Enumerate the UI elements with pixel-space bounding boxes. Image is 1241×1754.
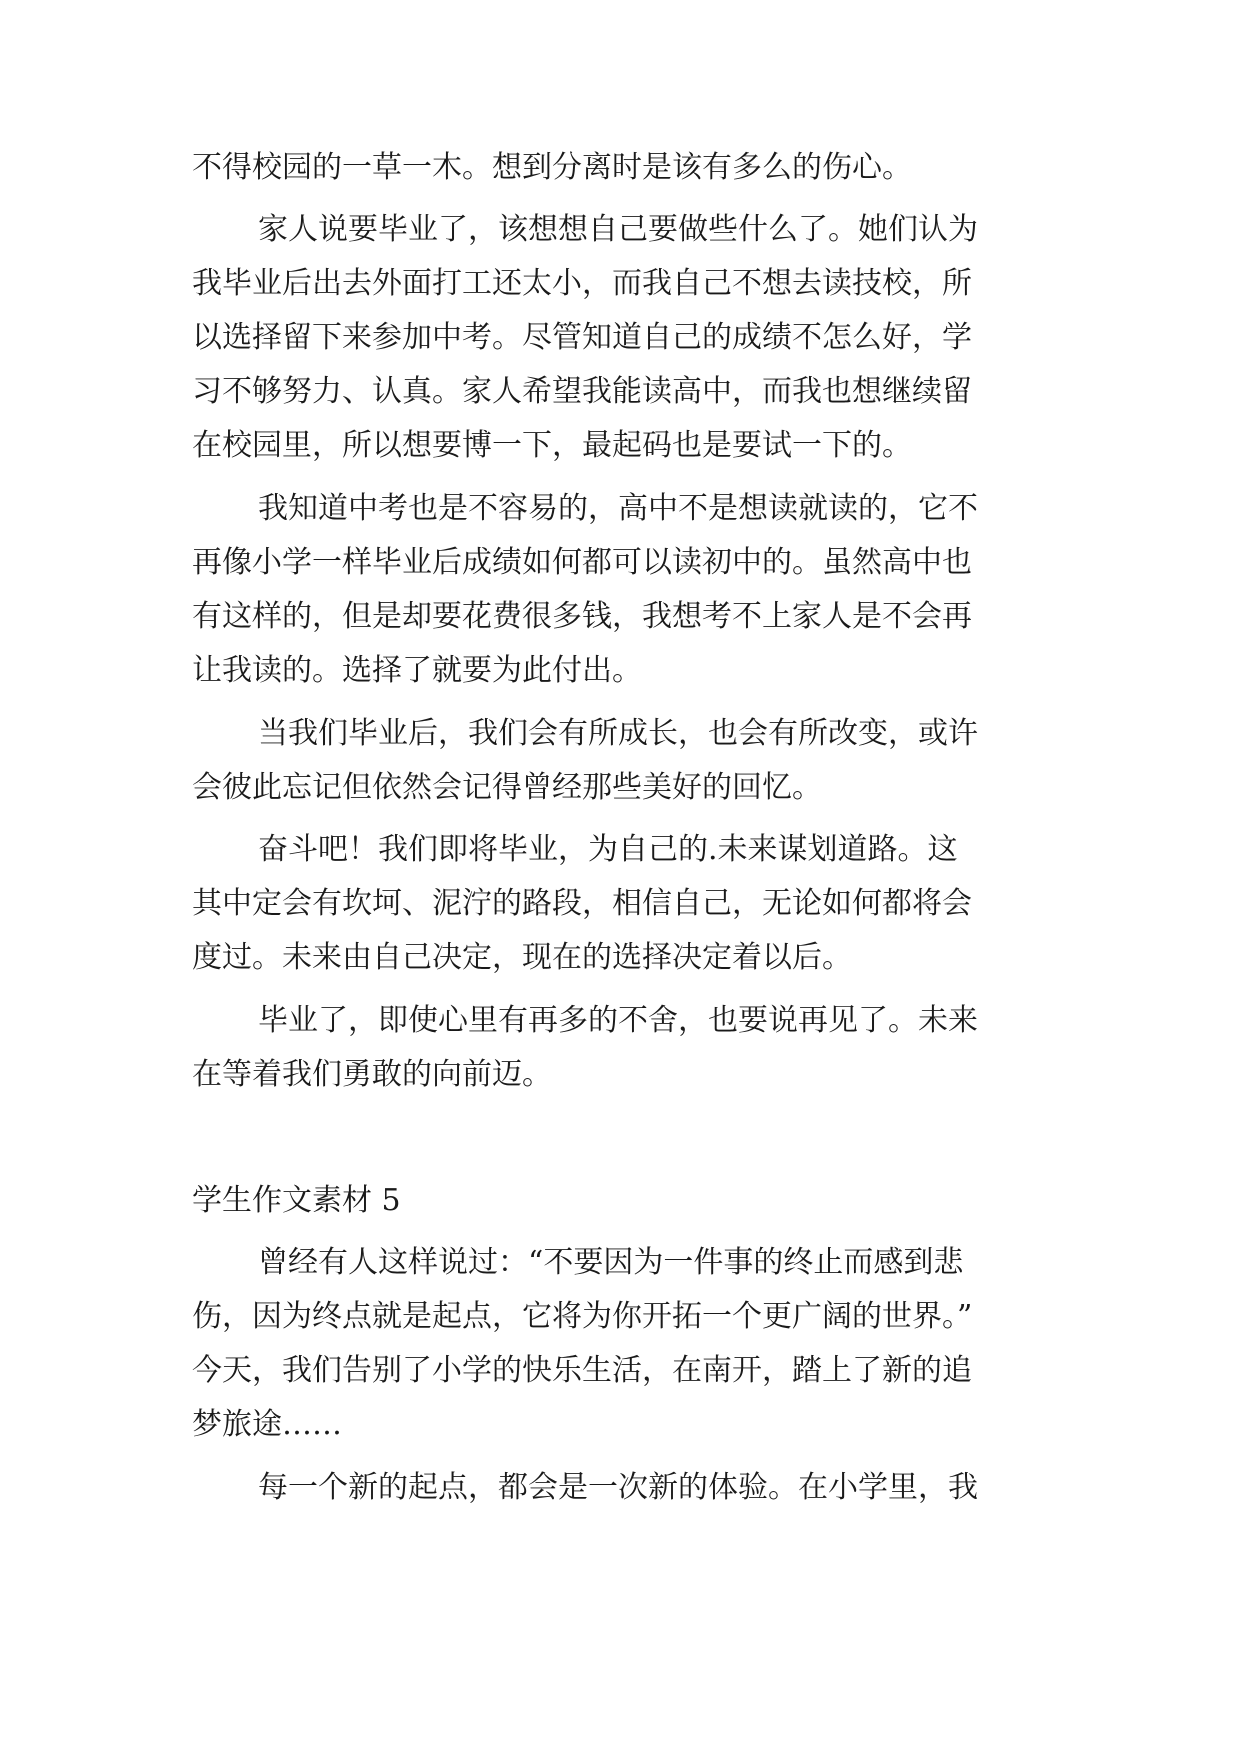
paragraph-start-line: 家人说要毕业了，该想想自己要做些什么了。她们认为	[258, 212, 978, 247]
paragraph-start-line: 毕业了，即使心里有再多的不舍，也要说再见了。未来	[258, 1003, 978, 1038]
text-line: 以选择留下来参加中考。尽管知道自己的成绩不怎么好，学	[192, 320, 972, 355]
text-line: 再像小学一样毕业后成绩如何都可以读初中的。虽然高中也	[192, 545, 972, 580]
text-line: 在校园里，所以想要博一下，最起码也是要试一下的。	[192, 428, 912, 463]
text-line: 今天，我们告别了小学的快乐生活，在南开，踏上了新的追	[192, 1353, 972, 1388]
text-line: 有这样的，但是却要花费很多钱，我想考不上家人是不会再	[192, 599, 972, 634]
paragraph-start-line: 当我们毕业后，我们会有所成长，也会有所改变，或许	[258, 716, 978, 751]
paragraph-start-line: 我知道中考也是不容易的，高中不是想读就读的，它不	[258, 491, 978, 526]
paragraph-start-line: 每一个新的起点，都会是一次新的体验。在小学里，我	[258, 1470, 978, 1505]
paragraph-start-line: 曾经有人这样说过：“不要因为一件事的终止而感到悲	[258, 1245, 964, 1280]
text-line: 不得校园的一草一木。想到分离时是该有多么的伤心。	[192, 150, 912, 185]
text-line: 伤，因为终点就是起点，它将为你开拓一个更广阔的世界。”	[192, 1299, 973, 1334]
text-line: 度过。未来由自己决定，现在的选择决定着以后。	[192, 940, 852, 975]
text-line: 习不够努力、认真。家人希望我能读高中，而我也想继续留	[192, 374, 972, 409]
text-line: 其中定会有坎坷、泥泞的路段，相信自己，无论如何都将会	[192, 886, 972, 921]
text-line: 我毕业后出去外面打工还太小，而我自己不想去读技校，所	[192, 266, 972, 301]
paragraph-start-line: 奋斗吧！我们即将毕业，为自己的.未来谋划道路。这	[258, 832, 958, 867]
text-line: 梦旅途……	[192, 1407, 342, 1442]
section-title: 学生作文素材 5	[192, 1183, 401, 1218]
text-line: 让我读的。选择了就要为此付出。	[192, 653, 642, 688]
text-line: 在等着我们勇敢的向前迈。	[192, 1057, 552, 1092]
text-line: 会彼此忘记但依然会记得曾经那些美好的回忆。	[192, 770, 822, 805]
